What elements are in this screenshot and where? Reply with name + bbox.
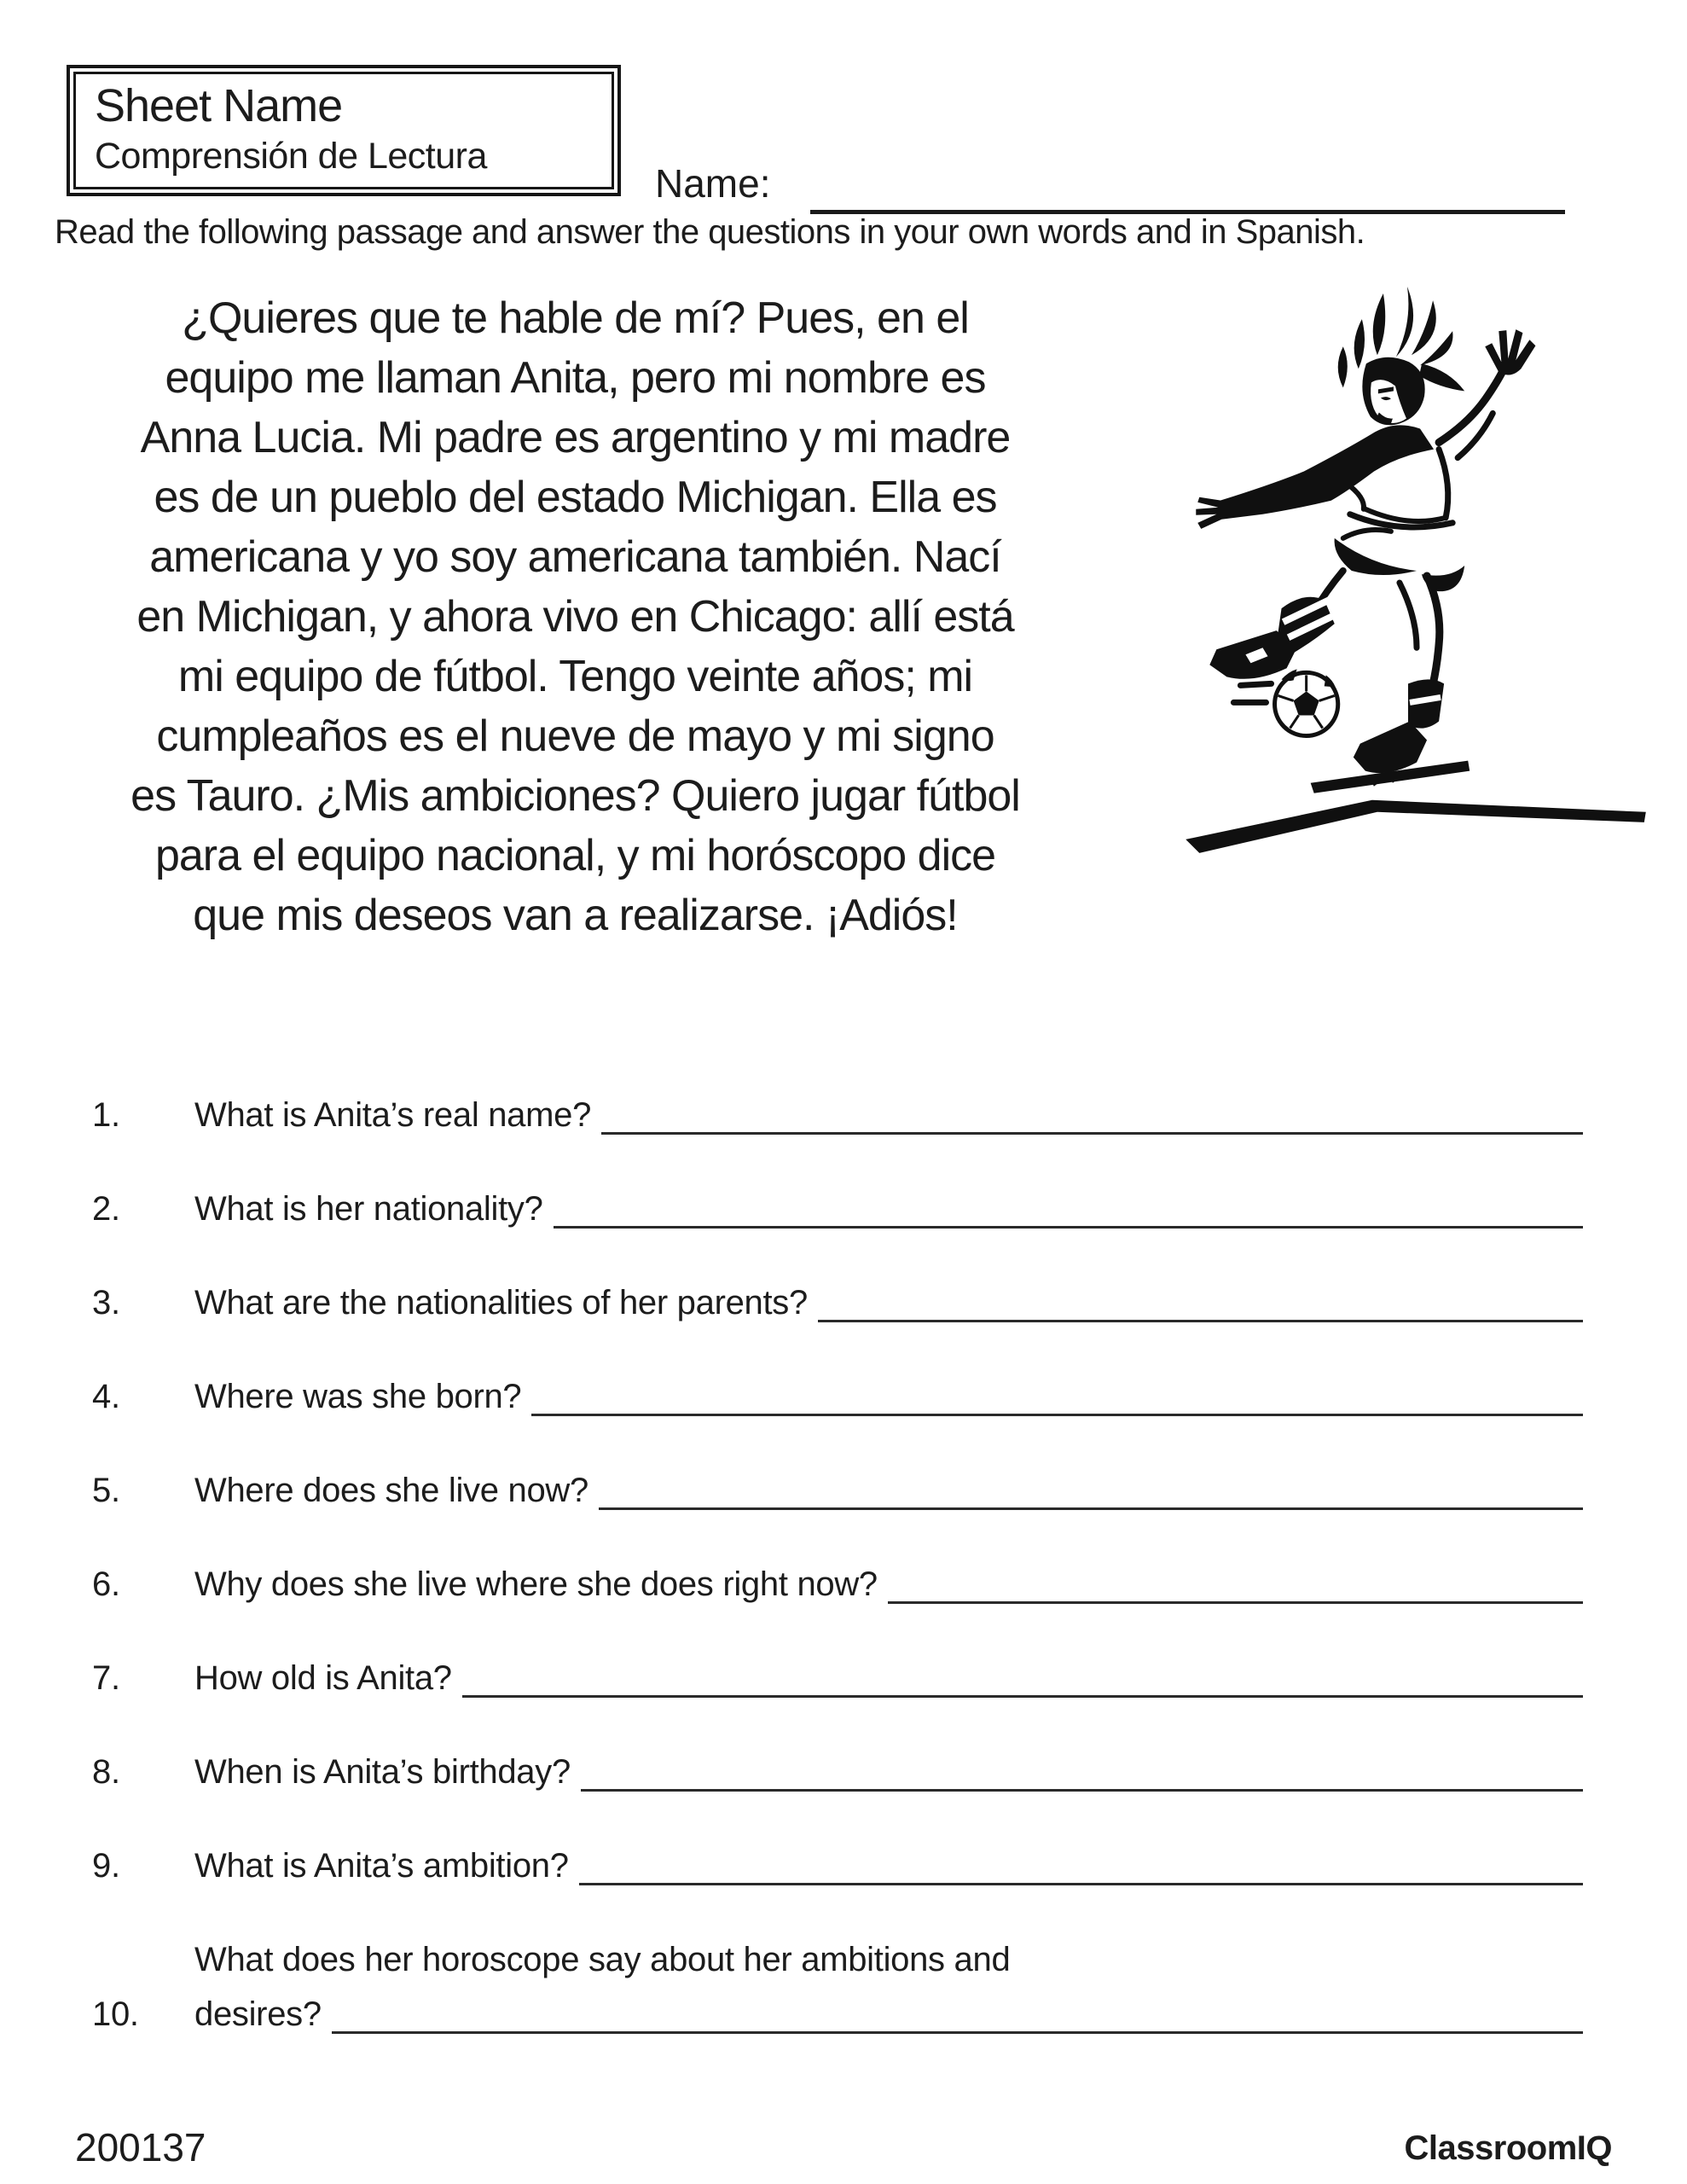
question-number: 1. [92, 1096, 120, 1134]
answer-blank-4[interactable] [531, 1377, 1583, 1416]
question-number: 3. [92, 1284, 120, 1321]
question-row-3 [92, 1281, 1583, 1322]
answer-blank-2[interactable] [554, 1189, 1583, 1228]
question-text: What is her nationality? [194, 1190, 543, 1228]
question-number: 10. [92, 1995, 139, 2033]
question-text: Where does she live now? [194, 1472, 588, 1509]
passage-line: es de un pueblo del estado Michigan. Ella es [154, 473, 997, 522]
sheet-subtitle: Comprensión de Lectura [95, 136, 487, 177]
sheet-title-box [67, 65, 621, 196]
passage-line: ¿Quieres que te hable de mí? Pues, en el [182, 293, 969, 343]
question-list [92, 1094, 1583, 2087]
answer-blank-5[interactable] [599, 1471, 1583, 1510]
question-text: What is Anita’s real name? [194, 1096, 592, 1134]
question-number: 5. [92, 1472, 120, 1509]
name-input-line[interactable] [810, 166, 1565, 214]
passage-line: que mis deseos van a realizarse. ¡Adiós! [193, 891, 958, 940]
question-text: What is Anita’s ambition? [194, 1847, 569, 1885]
worksheet-id: 200137 [75, 2125, 206, 2169]
answer-blank-1[interactable] [601, 1095, 1583, 1135]
passage-line: americana y yo soy americana también. Nací [149, 532, 1001, 582]
question-row-1 [92, 1094, 1583, 1135]
question-text: How old is Anita? [194, 1659, 452, 1697]
passage-line: cumpleaños es el nueve de mayo y mi signo [156, 712, 994, 761]
question-row-8 [92, 1751, 1583, 1792]
question-number: 6. [92, 1565, 120, 1603]
question-number: 8. [92, 1753, 120, 1791]
passage-line: para el equipo nacional, y mi horóscopo dice [154, 831, 996, 880]
question-text: Why does she live where she does right now? [194, 1565, 878, 1603]
sheet-title: Sheet Name [95, 80, 343, 131]
question-row-4 [92, 1375, 1583, 1416]
brand-logo: ClassroomIQ [1404, 2129, 1612, 2167]
question-text: What are the nationalities of her parents? [194, 1284, 808, 1321]
question-content [194, 1938, 1583, 2034]
passage-line: Anna Lucia. Mi padre es argentino y mi madre [140, 413, 1011, 462]
answer-blank-9[interactable] [579, 1846, 1583, 1885]
question-number: 9. [92, 1847, 120, 1885]
reading-passage [70, 288, 1081, 945]
passage-line: equipo me llaman Anita, pero mi nombre es [165, 353, 986, 403]
answer-blank-7[interactable] [462, 1658, 1583, 1698]
question-text: Where was she born? [194, 1378, 522, 1415]
question-row-6 [92, 1563, 1583, 1604]
question-row-2 [92, 1188, 1583, 1228]
passage-line: mi equipo de fútbol. Tengo veinte años; mi [177, 652, 973, 701]
question-row-5 [92, 1469, 1583, 1510]
question-text: What does her horoscope say about her ambitions and [194, 1941, 1011, 1978]
answer-blank-3[interactable] [818, 1283, 1583, 1322]
question-number: 7. [92, 1659, 120, 1697]
question-text-continued: desires? [194, 1995, 322, 2033]
answer-blank-10[interactable] [332, 1995, 1583, 2034]
question-row-7 [92, 1657, 1583, 1698]
instruction-text: Read the following passage and answer the questions in your own words and in Spanish. [55, 213, 1365, 251]
question-number: 4. [92, 1378, 120, 1415]
answer-blank-8[interactable] [581, 1752, 1583, 1792]
answer-blank-6[interactable] [888, 1565, 1583, 1604]
question-text: When is Anita’s birthday? [194, 1753, 571, 1791]
passage-line: en Michigan, y ahora vivo en Chicago: allí está [136, 592, 1014, 642]
sheet-title-box-inner [73, 72, 614, 189]
question-row-9 [92, 1844, 1583, 1885]
question-number: 2. [92, 1190, 120, 1228]
question-row-10 [92, 1938, 1583, 2034]
name-label: Name: [655, 161, 771, 206]
soccer-player-image [1167, 282, 1655, 872]
passage-line: es Tauro. ¿Mis ambiciones? Quiero jugar fútbol [130, 771, 1020, 821]
